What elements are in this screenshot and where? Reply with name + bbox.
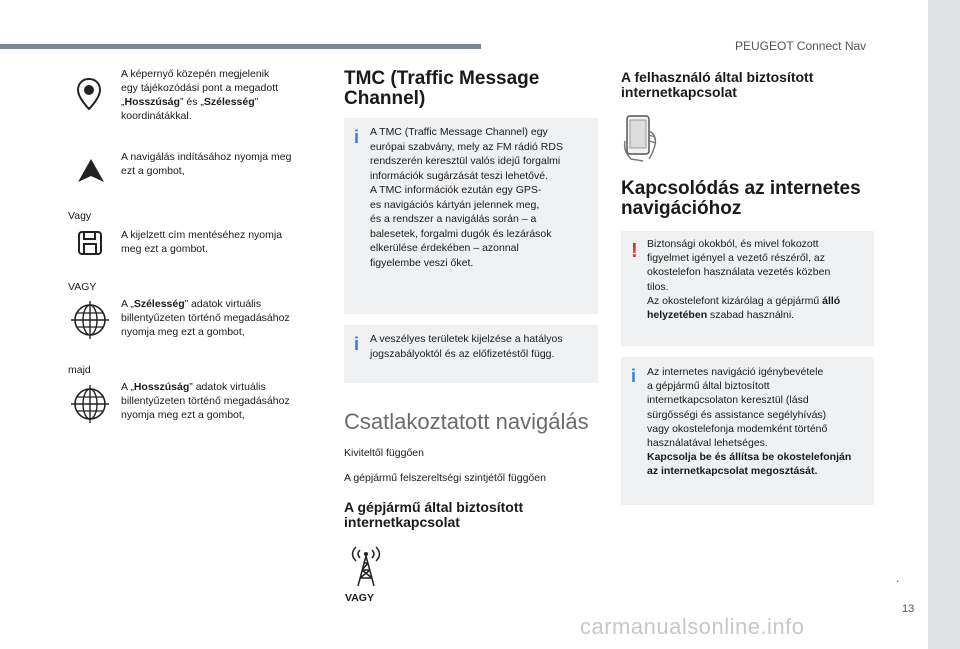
watermark: carmanualsonline.info: [580, 614, 805, 639]
vagy-label: VAGY: [345, 592, 374, 604]
separator-vagy-upper: VAGY: [68, 281, 97, 293]
item1-text: A képernyő közepén megjelenik egy tájékozódási pont a megadott „Hosszúság” és „Szélesség” koordinátákkal.: [121, 68, 279, 122]
header-title: PEUGEOT Connect Nav: [735, 39, 867, 53]
safety-warning-box: [621, 231, 874, 346]
connected-navigation-heading: Csatlakoztatott navigálás: [344, 409, 589, 434]
page-number: 13: [902, 603, 915, 615]
safety-warning-text: Biztonsági okokból, és mivel fokozott figyelmet igényel a vezető részéről, az okostelefon használata vezetés közben tilos. Az okostelefont kizárólag a gépjármű álló helyzetében szabad használni.: [647, 238, 841, 322]
location-pin-icon: [76, 77, 102, 111]
info-icon: i: [354, 334, 360, 354]
separator-vagy: Vagy: [68, 210, 92, 222]
equipment-note: A gépjármű felszereltségi szintjétől függően: [344, 472, 546, 484]
internet-navigation-info-box: [621, 357, 874, 505]
item4-text: A „Szélesség” adatok virtuális billentyűzeten történő megadásához nyomja meg ezt a gombot,: [121, 298, 290, 338]
radio-tower-icon: [346, 544, 386, 588]
danger-zones-info-box: [344, 325, 598, 383]
tmc-info-box: [344, 118, 598, 314]
warning-icon: !: [631, 240, 638, 262]
item2-text: A navigálás indításához nyomja meg ezt a gombot,: [121, 151, 292, 177]
smartphone-hand-icon: [621, 113, 669, 163]
internet-navigation-info-text: Az internetes navigáció igénybevétele a gépjármű által biztosított internetkapcsolaton keresztül (lásd sürgősségi és assistance segélyhívás) vagy okostelefonja modemként történő használatával lehetséges. Kapcsolja be és állítsa be okostelefonján az internetkapcsolat megosztását.: [647, 366, 852, 478]
item3-text: A kijelzett cím mentéséhez nyomja meg ezt a gombot.: [121, 229, 283, 255]
version-note: Kiviteltől függően: [344, 447, 424, 459]
top-rule: [0, 44, 481, 49]
navigation-arrow-icon: [77, 158, 105, 184]
danger-zones-info-text: A veszélyes területek kijelzése a hatályos jogszabályoktól és az előfizetéstől függ.: [370, 333, 563, 360]
globe-icon: [70, 300, 110, 340]
tmc-heading: TMC (Traffic Message Channel): [344, 68, 540, 109]
side-strip: [928, 0, 960, 649]
info-icon: i: [631, 366, 637, 386]
connect-internet-navigation-heading: Kapcsolódás az internetes navigációhoz: [621, 178, 861, 219]
globe-icon: [70, 384, 110, 424]
page-dot: .: [896, 571, 900, 585]
item5-text: A „Hosszúság” adatok virtuális billentyűzeten történő megadásához nyomja meg ezt a gombot,: [121, 381, 290, 421]
info-icon: i: [354, 127, 360, 147]
save-icon: [77, 230, 103, 256]
user-internet-heading: A felhasználó által biztosított internetkapcsolat: [621, 69, 814, 100]
tmc-info-text: A TMC (Traffic Message Channel) egy európai szabvány, mely az FM rádió RDS rendszerén keresztül valós idejű forgalmi információk sugárzását teszi lehetővé. A TMC információk ezután egy GPS- es navigációs kártyán jelennek meg, és a rendszer a navigálás során – a balesetek, forgalmi dugók és lezárások elkerülése érdekében – azonnal figyelembe veszi őket.: [370, 126, 563, 269]
vehicle-internet-heading: A gépjármű által biztosított internetkapcsolat: [344, 499, 524, 530]
separator-majd: majd: [68, 364, 91, 376]
